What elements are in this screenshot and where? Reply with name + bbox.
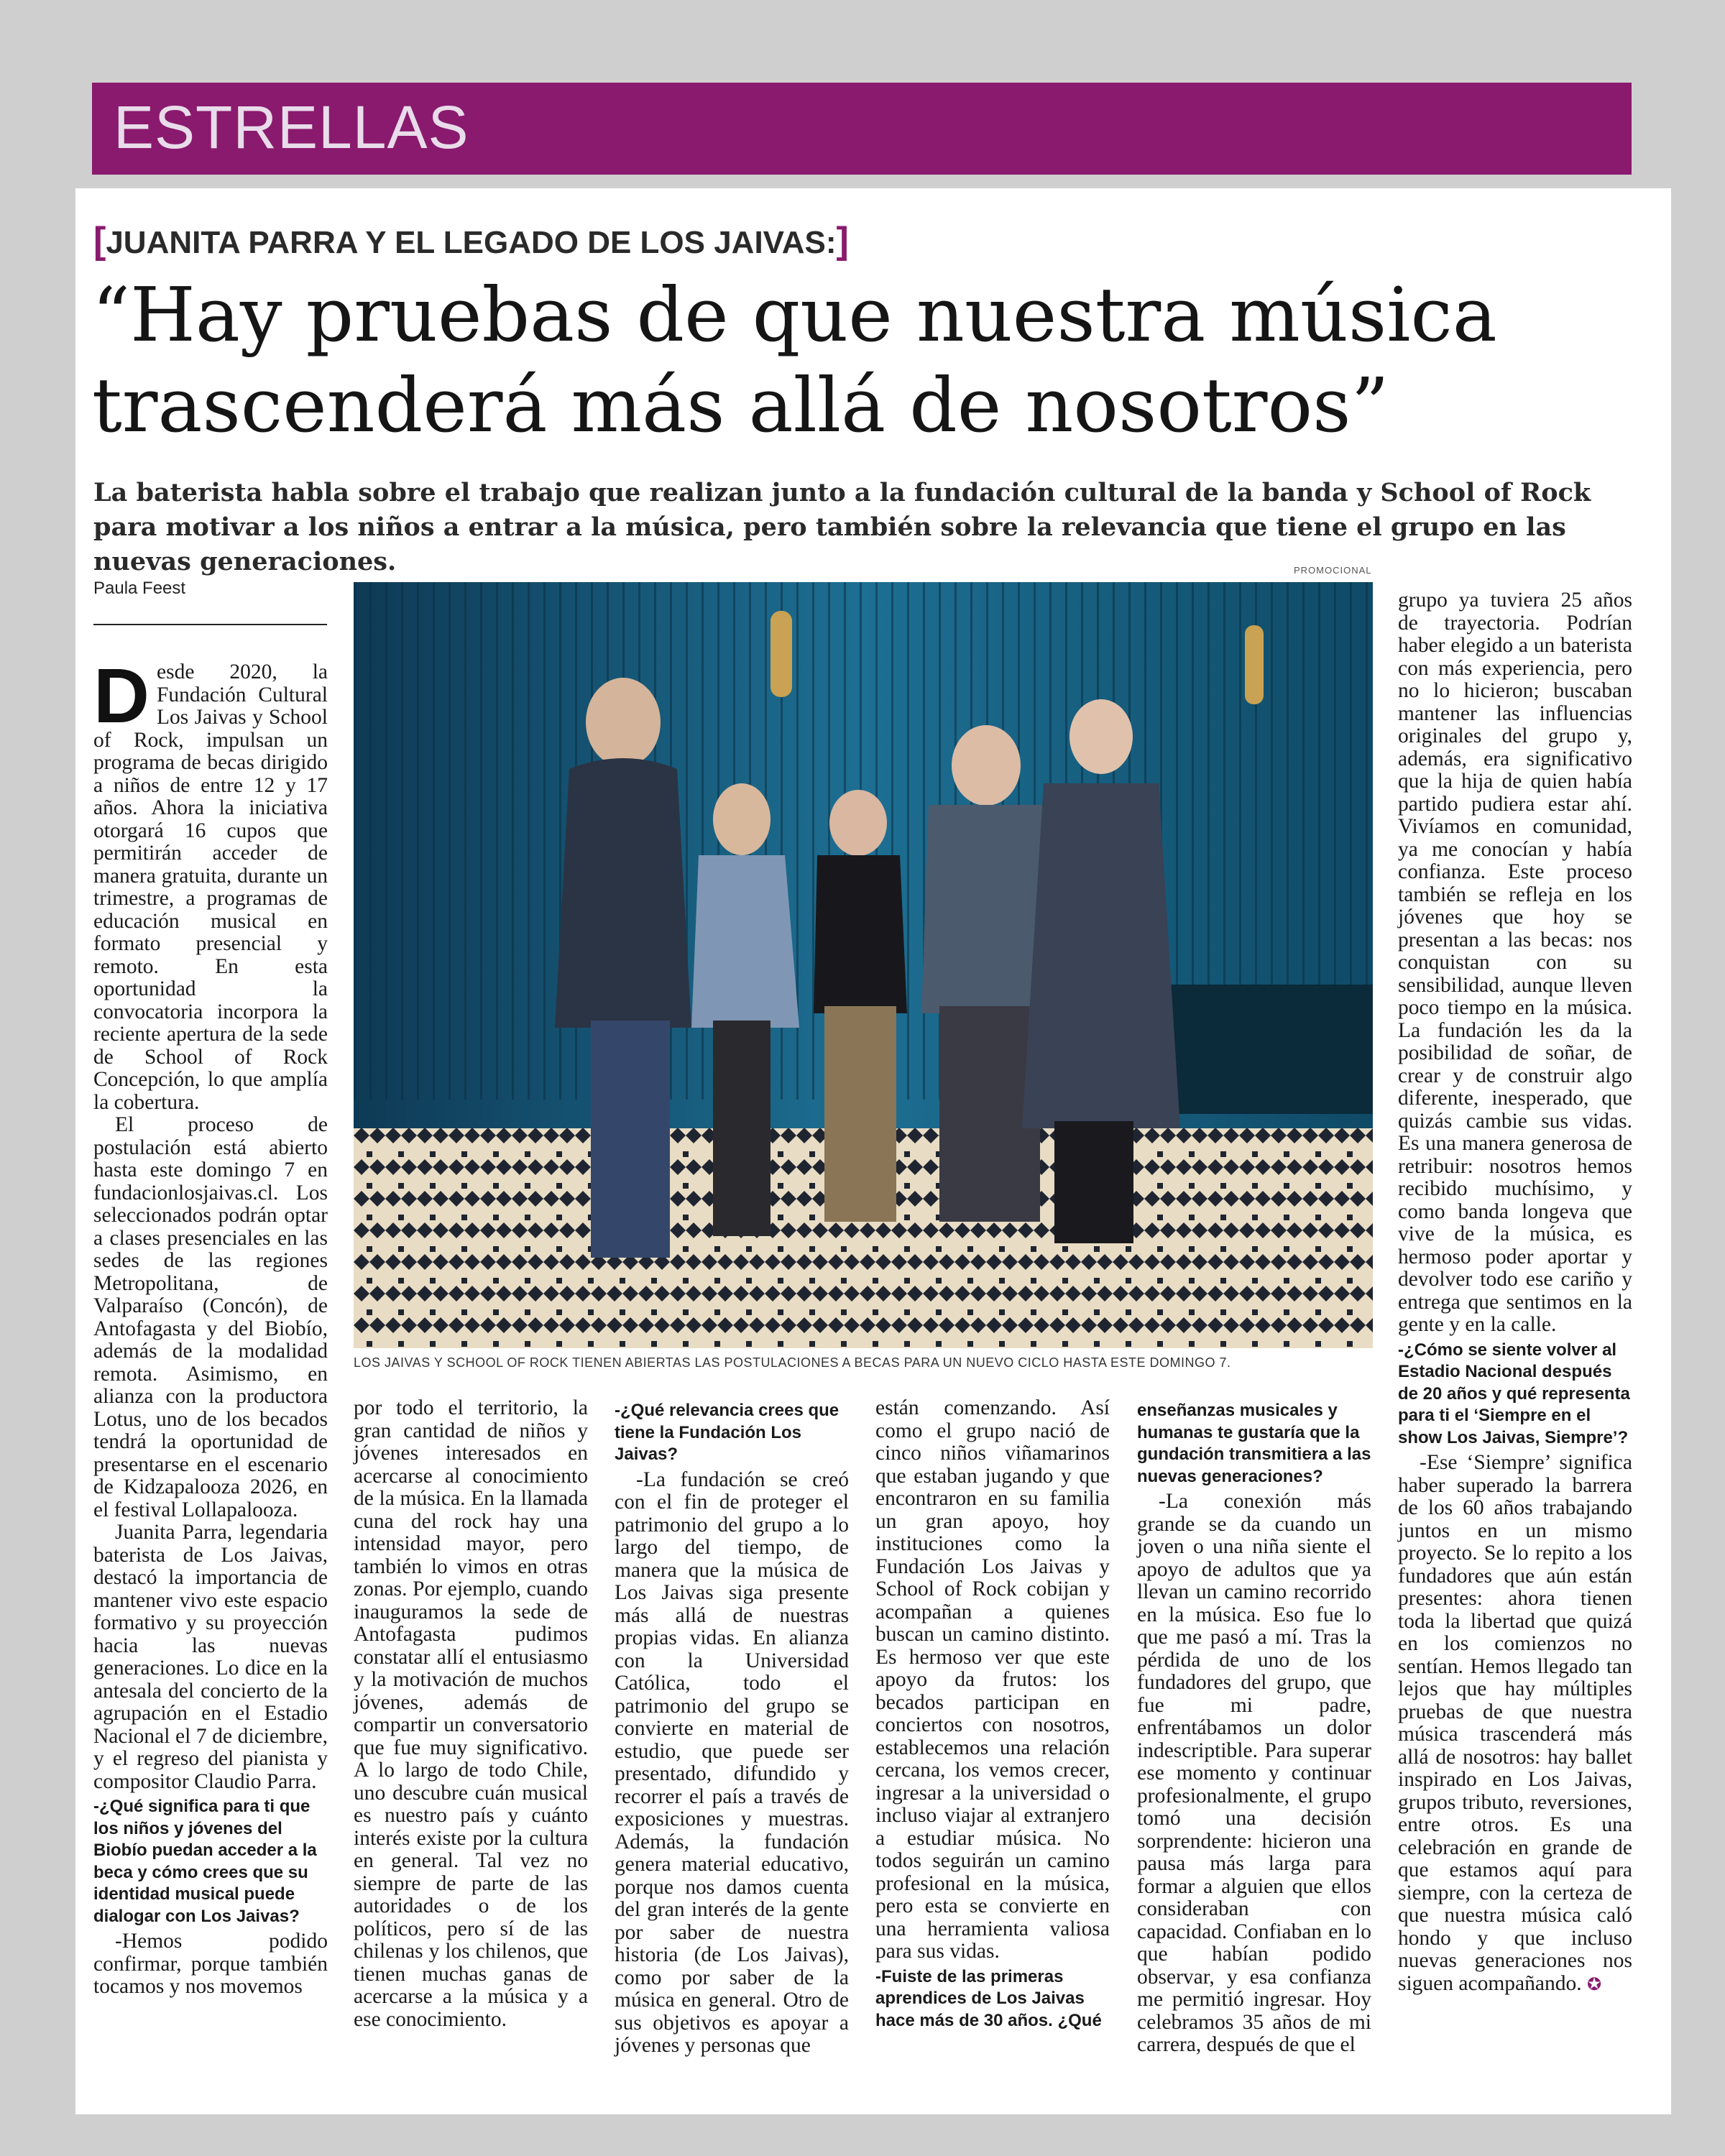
paragraph	[1398, 1452, 1632, 1996]
article-deck: La baterista habla sobre el trabajo que realizan junto a la fundación cultural de la banda y School of Rock para motivar a los niños a entrar a la música, pero también sobre la relevancia que tiene el grupo en las nuevas generaciones.	[93, 478, 1591, 576]
article-column-5	[1137, 1397, 1371, 2057]
paragraph: están comenzando. Así como el grupo nació de cinco niños viñamarinos que estaban jugando y que encontraron en su familia un gran apoyo, hoy instituciones como la Fundación Los Jaivas y School of Rock cobijan y acompañan a quienes buscan un camino distinto. Es hermoso ver que este apoyo da frutos: los becados participan en conciertos con nosotros, establecemos una relación cercana, los vemos crecer, ingresar a la universidad o incluso viajar al extranjero a estudiar música. No todos seguirán un camino profesional en la música, pero esta se convierte en una herramienta valiosa para sus vidas.	[875, 1396, 1110, 1963]
interview-question: -¿Qué relevancia crees que tiene la Fundación Los Jaivas?	[615, 1401, 840, 1464]
paragraph: Juanita Parra, legendaria baterista de Los Jaivas, destacó la importancia de mantener vivo este espacio formativo y su proyección hacia las nuevas generaciones. Lo dice en la antesala del concierto de la agrupación en el Estadio Nacional el 7 de diciembre, y el regreso del pianista y compositor Claudio Parra.	[93, 1521, 328, 1793]
article-column-1	[93, 652, 328, 1999]
article-column-6	[1398, 589, 1632, 1996]
article-kicker: [JUANITA PARRA Y EL LEGADO DE LOS JAIVAS:]	[93, 220, 849, 262]
interview-question: -¿Cómo se siente volver al Estadio Nacional después de 20 años y qué representa para ti el ‘Siempre en el show Los Jaivas, Siempre’?	[1398, 1340, 1630, 1447]
paragraph: -La fundación se creó con el fin de proteger el patrimonio del grupo a lo largo del tiempo, de manera que la música de Los Jaivas siga presente más allá de nuestras propias vidas. En alianza con la Universidad Católica, todo el patrimonio del grupo se convierte en material de estudio, que puede ser presentado, difundido y recorrer el país a través de exposiciones y muestras. Además, la fundación genera material educativo, porque nos damos cuenta del gran interés de la gente por saber de nuestra historia (de Los Jaivas), como por saber de la música en general. Otro de sus objetivos es apoyar a jóvenes y personas que	[615, 1468, 849, 2057]
interview-question: -Fuiste de las primeras aprendices de Los Jaivas hace más de 30 años. ¿Qué	[875, 1966, 1102, 2030]
paragraph: El proceso de postulación está abierto hasta este domingo 7 en fundacionlosjaivas.cl. Los seleccionados podrán optar a clases presenciales en las sedes de las regiones Metropolitana, de Valparaíso (Concón), de Antofagasta y del Biobío, además de la modalidad remota. Asimismo, en alianza con la productora Lotus, uno de los becados tendrá la oportunidad de presentarse en el escenario de Kidzapalooza 2026, en el festival Lollapalooza.	[93, 1113, 328, 1521]
photo-caption: LOS JAIVAS Y SCHOOL OF ROCK TIENEN ABIERTAS LAS POSTULACIONES A BECAS PARA UN NUEVO CICLO HASTA ESTE DOMINGO 7.	[354, 1355, 1231, 1370]
paragraph: -Hemos podido confirmar, porque también tocamos y nos movemos	[93, 1930, 328, 1998]
paragraph: grupo ya tuviera 25 años de trayectoria. Podrían haber elegido a un baterista con más experiencia, pero no lo hicieron; buscaban mantener las influencias originales del grupo y, además, era significativo que la hija de quien había partido pudiera estar ahí. Vivíamos en comunidad, ya me conocían y había confianza. Este proceso también se refleja en los jóvenes que hoy se presentan a las becas: nos conquistan con su sensibilidad, aunque lleven poco tiempo en la música. La fundación les da la posibilidad de soñar, de crear y de construir algo diferente, inesperado, que quizás cambie sus vidas. Es una manera generosa de retribuir: nosotros hemos recibido muchísimo, y como banda longeva que vive de la música, es hermoso poder aportar y devolver todo ese cariño y entrega que sentimos en la gente y en la calle.	[1398, 589, 1632, 1336]
section-title: ESTRELLAS	[114, 93, 469, 161]
paragraph-text: esde 2020, la Fundación Cultural Los Jaivas y School of Rock, impulsan un programa de becas dirigido a niños de entre 12 y 17 años. Ahora la iniciativa otorgará 16 cupos que permitirán acceder de manera gratuita, durante un trimestre, a programas de educación musical en formato presencial y remoto. En esta oportunidad la convocatoria incorpora la reciente apertura de la sede de School of Rock Concepción, lo que amplía la cobertura.	[93, 660, 328, 1114]
kicker-text: JUANITA PARRA Y EL LEGADO DE LOS JAIVAS:	[106, 225, 837, 260]
end-mark-icon: ✪	[1586, 1975, 1602, 1994]
section-banner	[92, 83, 1632, 175]
interview-question: enseñanzas musicales y humanas te gustaría que la gundación transmitiera a las nuevas generaciones?	[1137, 1401, 1371, 1486]
article-headline: “Hay pruebas de que nuestra música trascenderá más allá de nosotros”	[92, 271, 1497, 449]
byline: Paula Feest	[93, 579, 186, 598]
paragraph-text: -Ese ‘Siempre’ significa haber superado la barrera de los 60 años trabajando juntos en un mismo proyecto. Se lo repito a los fundadores que aún están presentes: ahora tienen toda la libertad que quizá en los comienzos no sentían. Hemos llegado tan lejos que hay múltiples pruebas de que nuestra música trascenderá más allá de nosotros: hay ballet inspirado en Los Jaivas, grupos tributo, reversiones, entre otros. Es una celebración en grande de que estamos aquí para siempre, con la certeza de que nuestra música caló hondo y que incluso nuevas generaciones nos siguen acompañando.	[1398, 1451, 1632, 1995]
drop-cap: D	[93, 652, 150, 739]
paragraph: por todo el territorio, la gran cantidad de niños y jóvenes interesados en acercarse al conocimiento de la música. En la llamada cuna del rock hay una intensidad mayor, pero también lo vimos en otras zonas. Por ejemplo, cuando inauguramos la sede de Antofagasta pudimos constatar allí el entusiasmo y la motivación de muchos jóvenes, además de compartir un conversatorio que fue muy significativo. A lo largo de todo Chile, uno descubre cuán musical es nuestro país y cuánto interés existe por la cultura en general. Tal vez no siempre de parte de las autoridades o de los políticos, pero sí de las chilenas y los chilenos, que tienen muchas ganas de acercarse a la música y a ese conocimiento.	[354, 1396, 588, 2031]
article-column-4	[875, 1397, 1110, 2035]
interview-question: -¿Qué significa para ti que los niños y jóvenes del Biobío puedan acceder a la beca y cómo crees que su identidad musical puede dialogar con Los Jaivas?	[93, 1797, 317, 1926]
paragraph: -La conexión más grande se da cuando un joven o una niña siente el apoyo de adultos que ya llevan un camino recorrido en la música. Eso fue lo que me pasó a mí. Tras la pérdida de uno de los fundadores del grupo, que fue mi padre, enfrentábamos un dolor indescriptible. Para superar ese momento y continuar profesionalmente, el grupo tomó una decisión sorprendente: hicieron una pausa más larga para formar a alguien que ellos consideraban con capacidad. Confiaban en lo que habían podido observar, y esa confianza me permitió ingresar. Hoy celebramos 35 años de mi carrera, después de que el	[1137, 1490, 1371, 2056]
photo-credit: PROMOCIONAL	[1294, 565, 1372, 576]
paragraph	[93, 652, 328, 1114]
article-photo	[354, 582, 1373, 1348]
article-column-2	[354, 1397, 588, 2031]
byline-divider	[93, 624, 327, 625]
article-column-3	[615, 1397, 849, 2058]
